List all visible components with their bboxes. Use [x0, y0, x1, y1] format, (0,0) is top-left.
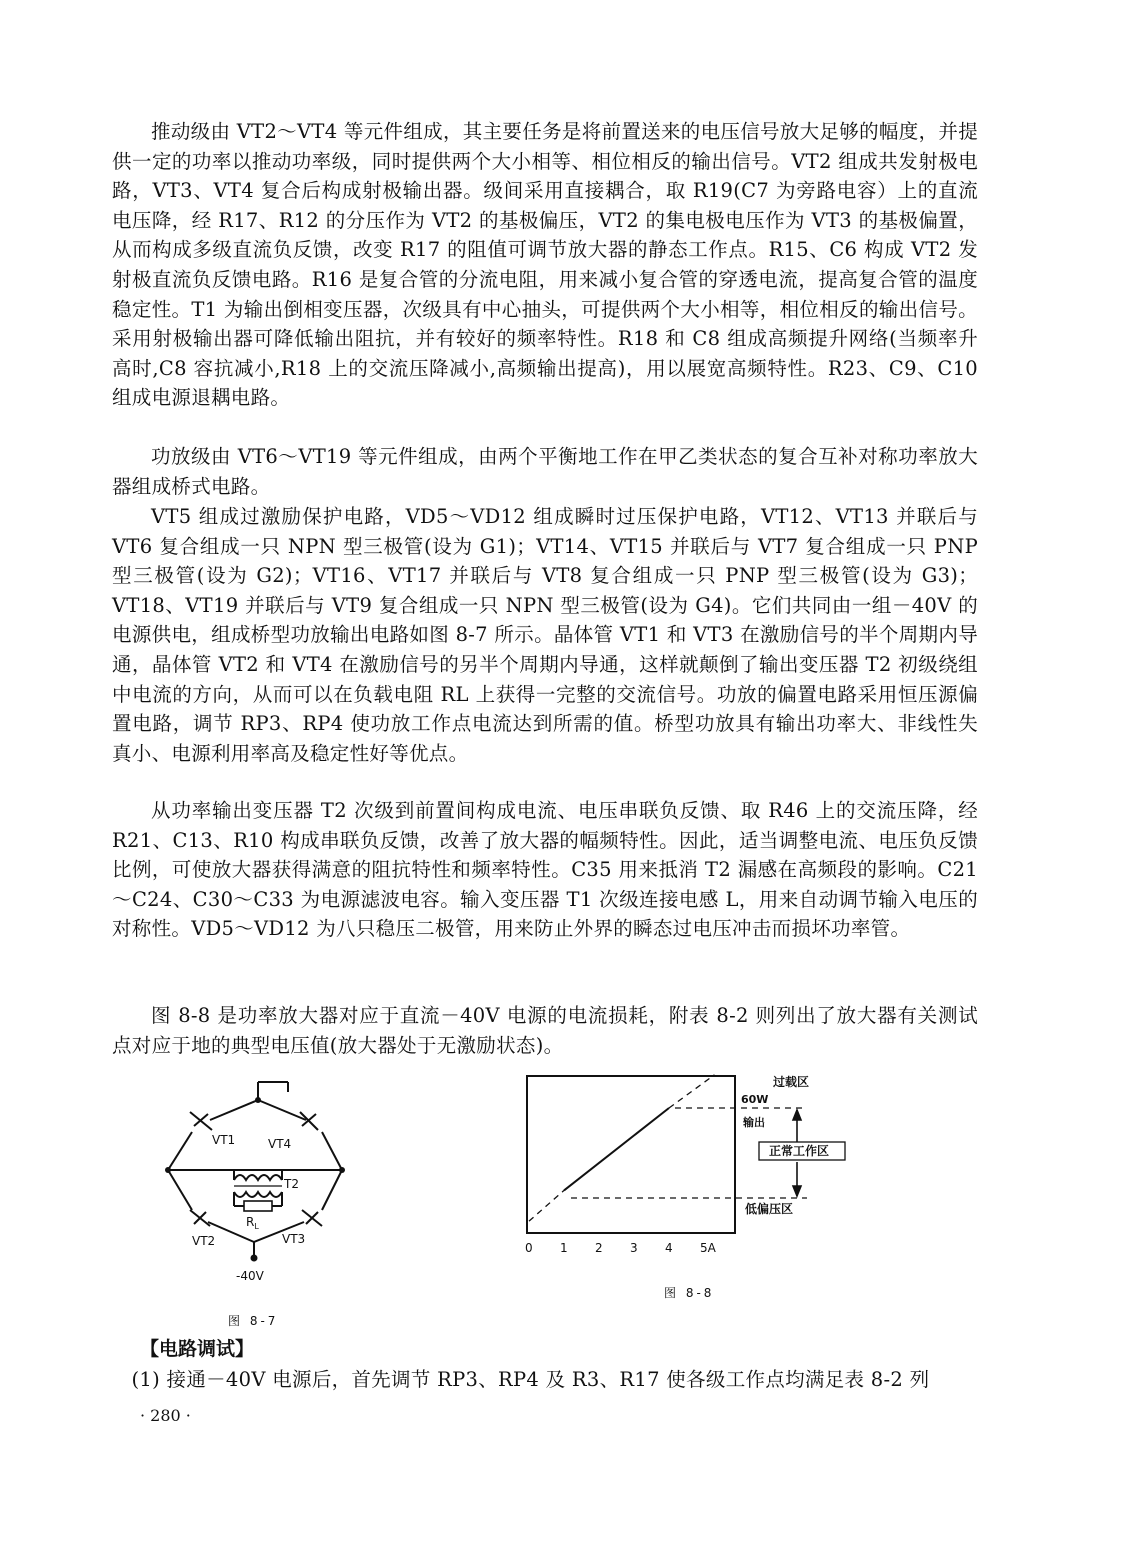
figure-8-8-caption: 图 8-8 [664, 1286, 715, 1300]
x-tick-3: 3 [630, 1241, 638, 1255]
chart-series-2 [529, 1190, 564, 1221]
arrow-up-icon [793, 1110, 801, 1120]
supply-node [251, 1255, 258, 1262]
paragraph-figure-reference: 图 8-8 是功率放大器对应于直流－40V 电源的电流损耗，附表 8-2 则列出了放大器有关测试点对应于地的典型电压值(放大器处于无激励状态)。 [112, 1004, 978, 1057]
supply-label: -40V [236, 1269, 264, 1283]
left-node [165, 1167, 171, 1173]
x-tick-0: 0 [525, 1241, 533, 1255]
vt2-label: VT2 [192, 1234, 216, 1248]
low-bias-label: 低偏压区 [745, 1202, 794, 1216]
chart-frame [527, 1076, 735, 1233]
paragraph-power-stage: 功放级由 VT6～VT19 等元件组成，由两个平衡地工作在甲乙类状态的复合互补对称功率放大器组成桥式电路。 [112, 445, 978, 498]
x-tick-5: 5A [700, 1241, 716, 1255]
right-node [339, 1167, 345, 1173]
vt1-label: VT1 [212, 1133, 236, 1147]
x-tick-1: 1 [560, 1241, 568, 1255]
overload-label: 过载区 [773, 1075, 810, 1089]
figure-8-7-caption: 图 8-7 [228, 1314, 279, 1328]
output-label: 输出 [743, 1116, 765, 1129]
vt3-label: VT3 [282, 1232, 306, 1246]
bridge-circuit-diagram [150, 1070, 380, 1290]
step-1-text: (1) 接通－40V 电源后，首先调节 RP3、RP4 及 R3、R17 使各级工作点均满足表 8-2 列 [131, 1368, 930, 1391]
figure-8-8-chart [515, 1068, 860, 1263]
w60-label: 60W [741, 1093, 769, 1106]
top-node [255, 1097, 261, 1103]
chart-series-1 [564, 1108, 669, 1190]
x-tick-2: 2 [595, 1241, 603, 1255]
arrow-down-icon [793, 1186, 801, 1196]
rl-label: $R_L$ [246, 1215, 259, 1231]
x-tick-4: 4 [665, 1241, 673, 1255]
paragraph-feedback: 从功率输出变压器 T2 次级到前置间构成电流、电压串联负反馈、取 R46 上的交流压降，经 R21、C13、R10 构成串联负反馈，改善了放大器的幅频特性。因此，适当调整电流、电压负反馈比例，可使放大器获得满意的阻抗特性和频率特性。C35 用来抵消 T2 漏感在高频段的影响。C21～C24、C30～C33 为电源滤波电容。输入变压器 T1 次级连接电感 L，用来自动调节输入电压的对称性。VD5～VD12 为八只稳压二极管，用来防止外界的瞬态过电压冲击而损坏功率管。 [112, 799, 978, 941]
figure-8-7-bridge-circuit [150, 1070, 380, 1290]
vt4-label: VT4 [268, 1137, 292, 1151]
normal-label: 正常工作区 [769, 1144, 830, 1158]
circuit-wires [168, 1082, 342, 1258]
chart-series-3 [669, 1075, 715, 1108]
t2-label: T2 [284, 1177, 299, 1191]
x-tick-labels [525, 1241, 717, 1255]
section-heading: 【电路调试】 [140, 1338, 255, 1360]
paragraph-protection-bridge: VT5 组成过激励保护电路，VD5～VD12 组成瞬时过压保护电路，VT12、VT13 并联后与 VT6 复合组成一只 NPN 型三极管(设为 G1)；VT14、VT15 并联后与 VT7 复合组成一只 PNP 型三极管(设为 G2)；VT16、VT17 并联后与 VT8 复合组成一只 PNP 型三极管(设为 G3)；VT18、VT19 并联后与 VT9 复合组成一只 NPN 型三极管(设为 G4)。它们共同由一组－40V 的电源供电，组成桥型功放输出电路如图 8-7 所示。晶体管 VT1 和 VT3 在激励信号的半个周期内导通，晶体管 VT2 和 VT4 在激励信号的另半个周期内导通，这样就颠倒了输出变压器 T2 初级绕组中电流的方向，从而可以在负载电阻 RL 上获得一完整的交流信号。功放的偏置电路采用恒压源偏置电路，调节 RP3、RP4 使功放工作点电流达到所需的值。桥型功放具有输出功率大、非线性失真小、电源利用率高及稳定性好等优点。 [112, 505, 978, 765]
chart-series-group [529, 1075, 715, 1221]
paragraph-driver-stage: 推动级由 VT2～VT4 等元件组成，其主要任务是将前置送来的电压信号放大足够的幅度，并提供一定的功率以推动功率级，同时提供两个大小相等、相位相反的输出信号。VT2 组成共发射极电路，VT3、VT4 复合后构成射极输出器。级间采用直接耦合，取 R19(C7 为旁路电容）上的直流电压降，经 R17、R12 的分压作为 VT2 的基极偏压，VT2 的集电极电压作为 VT3 的基极偏置，从而构成多级直流负反馈，改变 R17 的阻值可调节放大器的静态工作点。R15、C6 构成 VT2 发射极直流负反馈电路。R16 是复合管的分流电阻，用来减小复合管的穿透电流，提高复合管的温度稳定性。T1 为输出倒相变压器，次级具有中心抽头，可提供两个大小相等，相位相反的输出信号。采用射极输出器可降低输出阻抗，并有较好的频率特性。R18 和 C8 组成高频提升网络(当频率升高时,C8 容抗减小,R18 上的交流压降减小,高频输出提高)，用以展宽高频特性。R23、C9、C10 组成电源退耦电路。 [112, 120, 978, 410]
page-number: · 280 · [140, 1406, 191, 1425]
current-chart-svg [515, 1068, 860, 1263]
